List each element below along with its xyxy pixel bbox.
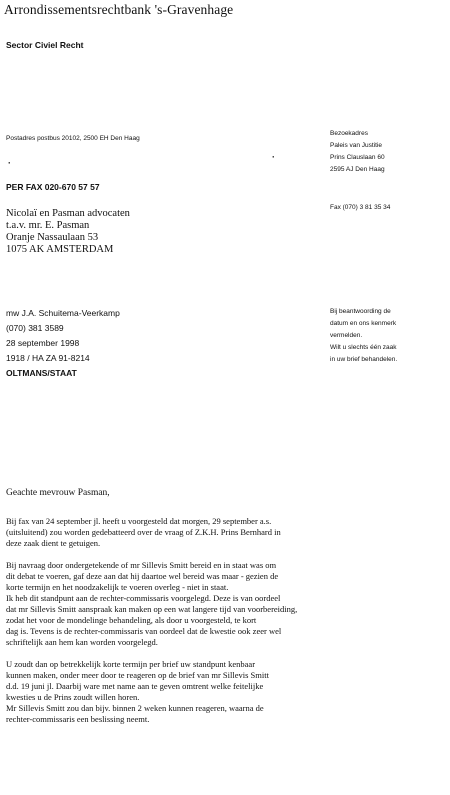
reference-line: 28 september 1998 xyxy=(6,338,80,348)
visiting-address-line: 2595 AJ Den Haag xyxy=(330,166,385,173)
addressee-line: t.a.v. mr. E. Pasman xyxy=(6,220,90,231)
court-fax-number: Fax (070) 3 81 35 34 xyxy=(330,204,391,211)
visiting-address-label: Bezoekadres xyxy=(330,130,368,137)
body-line: Ik heb dit standpunt aan de rechter-commissaris voorgelegd. Deze is van oordeel xyxy=(6,593,281,603)
body-line: schriftelijk aan hem kan worden voorgelegd. xyxy=(6,637,158,647)
fax-line: PER FAX 020-670 57 57 xyxy=(6,182,100,192)
reference-line: 1918 / HA ZA 91-8214 xyxy=(6,353,90,363)
addressee-line: 1075 AK AMSTERDAM xyxy=(6,244,114,255)
reference-line: (070) 381 3589 xyxy=(6,323,64,333)
court-name: Arrondissementsrechtbank 's-Gravenhage xyxy=(4,2,234,17)
paragraph xyxy=(6,560,450,593)
visiting-address xyxy=(330,128,385,176)
body-line: (uitsluitend) zou worden gedebatteerd over de vraag of Z.K.H. Prins Bernhard in xyxy=(6,527,281,537)
body-line: kwesties u de Prins zoudt willen horen. xyxy=(6,692,140,702)
reply-instruction-line: in uw brief behandelen. xyxy=(330,356,398,363)
margin-mark: · xyxy=(272,152,275,162)
visiting-address-line: Paleis van Justitie xyxy=(330,142,383,149)
body-line: Bij fax van 24 september jl. heeft u voorgesteld dat morgen, 29 september a.s. xyxy=(6,516,272,526)
paragraph xyxy=(6,593,450,648)
reference-line: mw J.A. Schuitema-Veerkamp xyxy=(6,308,120,318)
body-line: Bij navraag door ondergetekende of mr Sillevis Smitt bereid en in staat was om xyxy=(6,560,277,570)
body-line: deze zaak dient te getuigen. xyxy=(6,538,101,548)
body-line: d.d. 19 juni jl. Daarbij ware met name aan te geven omtrent welke feitelijke xyxy=(6,681,264,691)
reference-block xyxy=(6,306,120,381)
addressee-block xyxy=(6,208,130,256)
reply-instruction-line: datum en ons kenmerk xyxy=(330,320,397,327)
reply-instructions xyxy=(330,306,397,366)
addressee-line: Nicolaï en Pasman advocaten xyxy=(6,208,130,219)
body-line: korte termijn en het noodzakelijk te voeren overleg - niet in staat. xyxy=(6,582,229,592)
margin-mark: · xyxy=(8,158,11,168)
body-line: U zoudt dan op betrekkelijk korte termijn per brief uw standpunt kenbaar xyxy=(6,659,256,669)
sector-name: Sector Civiel Recht xyxy=(6,40,84,50)
reply-instruction-line: Bij beantwoording de xyxy=(330,308,391,315)
paragraph xyxy=(6,659,450,703)
body-line: zodat het voor de mondelinge behandeling, als door u voorgesteld, te kort xyxy=(6,615,257,625)
body-line: kunnen maken, onder meer door te reageren op de brief van mr Sillevis Smitt xyxy=(6,670,269,680)
body-line: dat mr Sillevis Smitt aanspraak kan maken op een wat langere tijd van voorbereiding, xyxy=(6,604,298,614)
body-line: dag is. Tevens is de rechter-commissaris van oordeel dat de kwestie ook zeer wel xyxy=(6,626,282,636)
postal-address: Postadres postbus 20102, 2500 EH Den Haag xyxy=(6,135,140,142)
paragraph xyxy=(6,516,450,549)
body-line: Mr Sillevis Smitt zou dan bijv. binnen 2 weken kunnen reageren, waarna de xyxy=(6,703,264,713)
body-line: rechter-commissaris een beslissing neemt. xyxy=(6,714,150,724)
paragraph xyxy=(6,703,450,725)
reply-instruction-line: Wilt u slechts één zaak xyxy=(330,344,397,351)
reply-instruction-line: vermelden. xyxy=(330,332,363,339)
reference-line: OLTMANS/STAAT xyxy=(6,368,77,378)
letter-body xyxy=(6,516,450,725)
salutation: Geachte mevrouw Pasman, xyxy=(6,488,110,498)
visiting-address-line: Prins Clauslaan 60 xyxy=(330,154,385,161)
addressee-line: Oranje Nassaulaan 53 xyxy=(6,232,99,243)
body-line: dit debat te voeren, gaf deze aan dat hij daartoe wel bereid was maar - gezien de xyxy=(6,571,279,581)
